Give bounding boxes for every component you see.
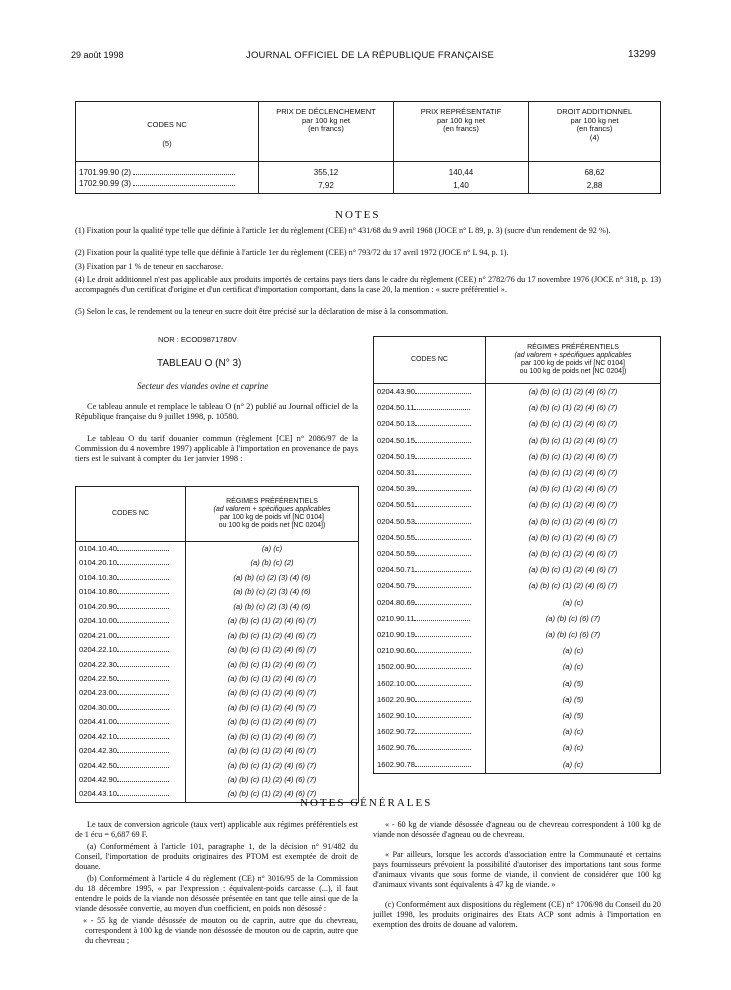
table-row	[76, 686, 359, 700]
table-row	[374, 708, 661, 724]
nc-code-cell	[76, 556, 186, 570]
price-header-droit-l2: par 100 kg net	[570, 115, 619, 125]
regimes-header-regimes	[486, 337, 661, 384]
nc-code: 0204.50.15	[377, 435, 416, 445]
nc-code-cell	[374, 595, 486, 611]
nc-code-cell	[76, 787, 186, 802]
regime-value: (a) (b) (c) (1) (2) (4) (6) (7)	[486, 400, 661, 416]
leader-dots	[117, 615, 169, 623]
nc-code: 0204.22.50	[79, 673, 118, 683]
price-droit: 2,88	[529, 178, 661, 194]
table-row	[374, 400, 661, 416]
price-code-cell	[76, 178, 259, 194]
regimes-header-l3: par 100 kg de poids vif [NC 0104]	[521, 360, 625, 367]
nc-code: 0104.10.80	[79, 587, 118, 597]
regime-value: (a) (b) (c) (1) (2) (4) (6) (7)	[186, 730, 359, 744]
nc-code: 0204.42.30	[79, 746, 118, 756]
regime-value: (a) (b) (c) (1) (2) (4) (6) (7)	[186, 658, 359, 672]
nc-code-cell	[374, 643, 486, 659]
nc-code-cell	[374, 497, 486, 513]
regimes-header-l1: RÉGIMES PRÉFÉRENTIELS	[226, 498, 318, 506]
nc-code: 0204.23.00	[79, 688, 118, 698]
regime-value: (a) (b) (c) (1) (2) (4) (6) (7)	[486, 433, 661, 449]
nc-code: 0210.90.19	[377, 630, 416, 640]
note-5: (5) Selon le cas, le rendement ou la teneur en sucre doit être précisé sur la déclaration de mise à la consommation.	[75, 307, 449, 316]
nc-code-cell	[76, 600, 186, 614]
nc-code-cell	[374, 708, 486, 724]
regime-value: (a) (b) (c) (1) (2) (4) (6) (7)	[486, 465, 661, 481]
table-row	[374, 757, 661, 774]
leader-dots	[414, 613, 470, 621]
ng-left-paragraph: « - 55 kg de viande désossée de mouton ou de caprin, autre que du chevreau, correspondent à 100 kg de viande non désossée de mouton ou de caprin, autre que du chevreau ;	[83, 916, 358, 945]
regime-value: (a) (b) (c) (1) (2) (4) (6) (7)	[186, 672, 359, 686]
price-table-header-droit	[529, 102, 661, 162]
table-row	[76, 701, 359, 715]
price-header-repr-l2: par 100 kg net	[437, 115, 485, 125]
note-2: (2) Fixation pour la qualité type telle que définie à l'article 1er du règlement (CEE) n° 793/72 du 17 avril 1972 (JOCE n° L 94, p. 1).	[75, 248, 509, 257]
nc-code-cell	[76, 585, 186, 599]
nc-code: 0210.90.11	[377, 613, 415, 623]
price-representatif: 140,44	[394, 162, 529, 179]
table-row	[76, 614, 359, 628]
table-row	[374, 627, 661, 643]
table-row	[76, 672, 359, 686]
leader-dots	[415, 645, 471, 653]
leader-dots	[117, 788, 169, 796]
leader-dots	[117, 601, 169, 609]
price-droit: 68,62	[529, 162, 661, 179]
regime-value: (a) (b) (c) (1) (2) (4) (6) (7)	[186, 744, 359, 758]
table-row	[374, 643, 661, 659]
nc-code: 1502.00.90	[377, 662, 416, 672]
nc-code-cell	[76, 542, 186, 557]
leader-dots	[117, 644, 169, 652]
leader-dots	[415, 678, 471, 686]
nc-code: 0204.50.39	[377, 484, 416, 494]
table-row	[76, 759, 359, 773]
nc-code-cell	[374, 433, 486, 449]
regime-value: (a) (b) (c) (1) (2) (4) (6) (7)	[186, 643, 359, 657]
leader-dots	[415, 564, 471, 572]
nc-code-cell	[374, 481, 486, 497]
note-4: (4) Le droit additionnel n'est pas applicable aux produits importés de certains pays tiers dans le cadre du règlement (CEE) n° 2782/76 du 17 novembre 1976 (JOCE n° 318, p. 13) accompagnés d'un certificat d'origine et d'un certificat d'importation comportant, dans la case 20, la mention : « sucre préférentiel ».	[75, 275, 661, 294]
leader-dots	[415, 694, 471, 702]
ng-left-paragraph: Le taux de conversion agricole (taux vert) applicable aux régimes préférentiels est de 1 écu = 6,687 69 F.	[75, 820, 358, 839]
nc-code-cell	[374, 514, 486, 530]
nc-code-cell	[76, 643, 186, 657]
leader-dots	[415, 759, 471, 767]
leader-dots	[415, 710, 471, 718]
nc-code-cell	[374, 611, 486, 627]
nc-code: 0204.50.79	[377, 581, 416, 591]
intro-paragraph-2: Le tableau O du tarif douanier commun (règlement [CE] n° 2086/97 de la Commission du 4 novembre 1997) applicable à l'importation en provenance de pays tiers est le suivant à compter du 1er janvier 1998 :	[75, 434, 358, 463]
regimes-header-codes: CODES NC	[374, 337, 486, 384]
leader-dots	[117, 745, 169, 753]
table-row	[374, 433, 661, 449]
regime-value: (a) (b) (c) (2) (3) (4) (6)	[186, 585, 359, 599]
regimes-header-codes: CODES NC	[76, 487, 186, 542]
nc-code-cell	[374, 724, 486, 740]
regime-value: (a) (5)	[486, 692, 661, 708]
regimes-header-l4: ou 100 kg de poids net [NC 0204])	[519, 367, 627, 375]
leader-dots	[117, 572, 169, 580]
leader-dots	[415, 661, 471, 669]
table-row	[374, 578, 661, 594]
leader-dots	[414, 402, 470, 410]
nc-code-cell	[374, 627, 486, 643]
leader-dots	[117, 543, 169, 551]
regime-value: (a) (b) (c) (1) (2) (4) (6) (7)	[486, 384, 661, 401]
table-row	[374, 384, 661, 401]
nc-code-cell	[76, 614, 186, 628]
header-page-number: 13299	[628, 49, 656, 60]
table-row	[76, 773, 359, 787]
regime-value: (a) (b) (c) (1) (2) (4) (6) (7)	[486, 449, 661, 465]
price-header-repr-l1: PRIX REPRÉSENTATIF	[420, 107, 502, 116]
nc-code: 0104.10.40	[79, 544, 118, 553]
table-row	[374, 595, 661, 611]
price-header-repr-l3: (en francs)	[443, 124, 479, 133]
regime-value: (a) (c)	[486, 595, 661, 611]
regimes-header-l3: par 100 kg de poids vif [NC 0104]	[220, 514, 324, 521]
nc-code: 0204.50.13	[377, 419, 416, 429]
leader-dots	[117, 731, 169, 739]
nc-code: 0204.22.10	[79, 645, 118, 655]
nc-code: 0204.50.59	[377, 549, 416, 559]
table-row	[374, 465, 661, 481]
price-code: 1702.90.99 (3)	[79, 179, 132, 188]
nc-code-cell	[374, 384, 486, 401]
regime-value: (a) (5)	[486, 676, 661, 692]
price-table	[75, 101, 661, 194]
leader-dots	[117, 673, 169, 681]
notes-generales-title: NOTES GÉNÉRALES	[300, 797, 433, 809]
price-code-cell	[76, 162, 259, 179]
notes-generales-left	[75, 820, 358, 948]
leader-dots	[117, 557, 169, 565]
regimes-header-l1: RÉGIMES PRÉFÉRENTIELS	[527, 344, 619, 352]
note-1: (1) Fixation pour la qualité type telle que définie à l'article 1er du règlement (CEE) n° 431/68 du 9 avril 1968 (JOCE n° L 89, p. 3) (sucre d'un rendement de 92 %).	[75, 226, 611, 235]
regime-value: (a) (b) (c) (6) (7)	[486, 611, 661, 627]
price-header-droit-l4: (4)	[589, 132, 600, 142]
nc-code: 0204.10.00	[79, 616, 118, 626]
nc-code-cell	[374, 578, 486, 594]
leader-dots	[117, 586, 169, 594]
table-row	[76, 730, 359, 744]
table-row	[374, 740, 661, 756]
ng-right-paragraph: « - 60 kg de viande désossée d'agneau ou de chevreau correspondent à 100 kg de viande non désossée d'agneau ou de chevreau.	[373, 820, 661, 839]
price-header-decl-l2: par 100 kg net	[302, 115, 350, 125]
regime-value: (a) (b) (c) (1) (2) (4) (6) (7)	[186, 614, 359, 628]
nc-code: 0204.80.69	[377, 597, 416, 607]
regime-value: (a) (c)	[486, 659, 661, 675]
regime-value: (a) (b) (c) (1) (2) (4) (6) (7)	[486, 514, 661, 530]
table-row	[76, 744, 359, 758]
intro-paragraph-1: Ce tableau annule et remplace le tableau O (n° 2) publié au Journal officiel de la République française du 9 juillet 1998, p. 10580.	[75, 402, 358, 421]
nc-code: 0204.21.00	[79, 630, 118, 640]
table-row	[374, 514, 661, 530]
nc-code: 1602.90.72	[377, 727, 416, 737]
nc-code-cell	[374, 740, 486, 756]
regimes-table-left	[75, 486, 359, 803]
ng-left-paragraph: (b) Conformément à l'article 4 du règlement (CE) n° 3016/95 de la Commission du 18 décembre 1995, « par l'expression : équivalent-poids carcasse (...), il faut entendre le poids de la viande non désossée présentée en tant que telle ainsi que de la viande désossée convertie, au moyen d'un coefficient, en poids non désossé :	[75, 874, 358, 913]
nc-code-cell	[374, 449, 486, 465]
leader-dots	[415, 499, 471, 507]
nc-code: 0204.50.55	[377, 532, 416, 542]
leader-dots	[415, 597, 471, 605]
table-row	[374, 497, 661, 513]
leader-dots	[415, 483, 471, 491]
note-3: (3) Fixation par 1 % de teneur en saccharose.	[75, 262, 223, 271]
nc-code: 0104.20.10	[79, 558, 118, 568]
nc-code: 1602.10.00	[377, 678, 416, 688]
nc-code: 0204.50.71	[377, 565, 416, 575]
ng-left-paragraph: (a) Conformément à l'article 101, paragraphe 1, de la décision n° 91/482 du Conseil, l'importation de produits originaires des PTOM est exemptée de droit de douane.	[75, 842, 358, 871]
leader-dots	[415, 548, 471, 556]
price-header-droit-l1: DROIT ADDITIONNEL	[556, 107, 633, 116]
nor-reference: NOR : ECOD9871780V	[158, 335, 237, 344]
regimes-table-right-body	[374, 384, 661, 774]
nc-code: 0104.10.30	[79, 572, 118, 582]
regimes-header-regimes	[186, 487, 359, 542]
nc-code-cell	[76, 658, 186, 672]
nc-code: 1602.90.10	[377, 711, 416, 721]
nc-code-cell	[374, 659, 486, 675]
regime-value: (a) (c)	[486, 740, 661, 756]
nc-code-cell	[76, 715, 186, 729]
nc-code: 0204.43.90	[377, 387, 416, 396]
regime-value: (a) (b) (c) (1) (2) (4) (6) (7)	[486, 497, 661, 513]
regime-value: (a) (b) (c) (1) (2) (4) (6) (7)	[186, 715, 359, 729]
price-header-decl-l1: PRIX DE DÉCLENCHEMENT	[276, 107, 376, 116]
regime-value: (a) (b) (c) (1) (2) (4) (6) (7)	[186, 629, 359, 643]
nc-code: 0204.42.90	[79, 775, 118, 784]
table-row	[76, 600, 359, 614]
leader-dots	[117, 760, 169, 768]
price-code: 1701.99.90 (2)	[79, 168, 132, 177]
leader-dots	[415, 580, 471, 588]
ng-right-paragraph: « Par ailleurs, lorsque les accords d'association entre la Communauté et certains pays fournisseurs prévoient la possibilité d'autoriser des importations tant sous forme d'animaux vivants que sous forme de viande, il convient de considérer que 100 kg d'animaux vivants sont équivalents à 47 kg de viande. »	[373, 850, 661, 889]
nc-code-cell	[76, 686, 186, 700]
table-row	[374, 724, 661, 740]
regime-value: (a) (c)	[486, 757, 661, 774]
regime-value: (a) (b) (c) (2) (3) (4) (6)	[186, 600, 359, 614]
header-journal-title: JOURNAL OFFICIEL DE LA RÉPUBLIQUE FRANÇAISE	[246, 50, 495, 61]
nc-code: 0204.42.10	[79, 731, 118, 741]
table-row	[76, 571, 359, 585]
nc-code: 0204.50.51	[377, 500, 416, 510]
table-row	[374, 692, 661, 708]
regimes-header-l4: ou 100 kg de poids net [NC 0204])	[218, 521, 326, 529]
leader-dots	[415, 386, 471, 394]
regime-value: (a) (5)	[486, 708, 661, 724]
nc-code-cell	[374, 416, 486, 432]
table-row	[374, 676, 661, 692]
table-row	[374, 546, 661, 562]
sector-subtitle: Secteur des viandes ovine et caprine	[137, 381, 269, 391]
nc-code-cell	[76, 730, 186, 744]
price-table-header-declenchement	[259, 102, 394, 162]
table-row	[374, 530, 661, 546]
nc-code: 0204.42.50	[79, 760, 118, 770]
nc-code-cell	[374, 546, 486, 562]
price-header-codes-label: CODES NC	[147, 120, 187, 129]
regimes-header-l2: (ad valorem + spécifiques applicables	[514, 352, 632, 360]
regime-value: (a) (b) (c) (1) (2) (4) (6) (7)	[486, 546, 661, 562]
nc-code: 0104.20.90	[79, 601, 118, 611]
price-declenchement: 355,12	[259, 162, 394, 179]
table-row	[76, 162, 661, 179]
leader-dots	[117, 774, 169, 782]
nc-code-cell	[76, 759, 186, 773]
price-representatif: 1,40	[394, 178, 529, 194]
header-date: 29 août 1998	[71, 50, 124, 60]
nc-code: 1602.20.90	[377, 694, 416, 704]
nc-code-cell	[374, 562, 486, 578]
nc-code-cell	[374, 400, 486, 416]
price-header-codes-note: (5)	[162, 138, 172, 148]
nc-code-cell	[76, 701, 186, 715]
regime-value: (a) (c)	[486, 724, 661, 740]
table-row	[76, 542, 359, 557]
table-row	[374, 449, 661, 465]
regime-value: (a) (b) (c) (1) (2) (4) (6) (7)	[186, 759, 359, 773]
leader-dots	[117, 659, 169, 667]
price-header-decl-l3: (en francs)	[308, 124, 344, 133]
leader-dots	[415, 726, 471, 734]
price-table-header-codes	[76, 102, 259, 162]
regime-value: (a) (b) (c) (1) (2) (4) (6) (7)	[486, 416, 661, 432]
table-row	[76, 556, 359, 570]
nc-code: 0204.30.00	[79, 702, 118, 712]
nc-code: 0204.50.31	[377, 468, 416, 478]
regime-value: (a) (b) (c) (2)	[186, 556, 359, 570]
nc-code-cell	[374, 465, 486, 481]
nc-code: 0204.41.00	[79, 717, 118, 727]
nc-code-cell	[374, 676, 486, 692]
leader-dots	[415, 435, 471, 443]
nc-code-cell	[374, 692, 486, 708]
leader-dots	[415, 467, 471, 475]
table-row	[76, 715, 359, 729]
nc-code-cell	[76, 773, 186, 787]
table-row	[374, 562, 661, 578]
regimes-header-l2: (ad valorem + spécifiques applicables	[213, 506, 331, 514]
ng-right-paragraph: (c) Conformément aux dispositions du règlement (CE) n° 1706/98 du Conseil du 20 juillet 1998, les produits originaires des Etats ACP sont admis à l'importation en exemption des droits de douane ad valorem.	[373, 900, 661, 929]
nc-code: 1602.90.76	[377, 743, 416, 753]
table-row	[76, 585, 359, 599]
table-row	[76, 178, 661, 194]
table-row	[76, 643, 359, 657]
nc-code: 0204.50.11	[377, 403, 415, 413]
leader-dots	[117, 687, 169, 695]
regimes-table-left-body	[76, 542, 359, 803]
regime-value: (a) (b) (c) (1) (2) (4) (6) (7)	[486, 481, 661, 497]
price-header-droit-l3: (en francs)	[576, 124, 613, 133]
notes-title: NOTES	[335, 209, 381, 221]
nc-code-cell	[374, 757, 486, 774]
tableau-title: TABLEAU O (N° 3)	[157, 358, 242, 369]
table-row	[76, 658, 359, 672]
leader-dots	[415, 532, 471, 540]
nc-code: 0204.50.53	[377, 516, 416, 526]
leader-dots	[117, 716, 169, 724]
leader-dots	[133, 167, 235, 175]
regime-value: (a) (b) (c) (1) (2) (4) (6) (7)	[186, 686, 359, 700]
price-declenchement: 7,92	[259, 178, 394, 194]
nc-code-cell	[76, 744, 186, 758]
leader-dots	[133, 178, 235, 186]
regime-value: (a) (b) (c) (1) (2) (4) (6) (7)	[486, 562, 661, 578]
leader-dots	[117, 702, 169, 710]
price-table-header-representatif	[394, 102, 529, 162]
table-row	[374, 416, 661, 432]
table-row	[374, 659, 661, 675]
table-row	[374, 611, 661, 627]
regime-value: (a) (c)	[186, 542, 359, 557]
regime-value: (a) (b) (c) (1) (2) (4) (6) (7)	[486, 578, 661, 594]
nc-code: 0204.43.10	[79, 789, 118, 799]
table-row	[374, 481, 661, 497]
nc-code: 0204.22.30	[79, 659, 118, 669]
regimes-table-right	[373, 336, 661, 774]
nc-code-cell	[76, 672, 186, 686]
regime-value: (a) (c)	[486, 643, 661, 659]
table-row	[76, 629, 359, 643]
leader-dots	[117, 630, 169, 638]
nc-code-cell	[76, 629, 186, 643]
nc-code: 0204.50.19	[377, 451, 416, 461]
regime-value: (a) (b) (c) (1) (2) (4) (6) (7)	[186, 787, 359, 802]
leader-dots	[415, 418, 471, 426]
notes-generales-right	[373, 820, 661, 932]
leader-dots	[415, 516, 471, 524]
nc-code: 0210.90.60	[377, 646, 416, 656]
nc-code-cell	[374, 530, 486, 546]
leader-dots	[415, 451, 471, 459]
regime-value: (a) (b) (c) (6) (7)	[486, 627, 661, 643]
regime-value: (a) (b) (c) (1) (2) (4) (5) (7)	[186, 701, 359, 715]
leader-dots	[415, 742, 471, 750]
leader-dots	[415, 629, 471, 637]
regime-value: (a) (b) (c) (2) (3) (4) (6)	[186, 571, 359, 585]
regime-value: (a) (b) (c) (1) (2) (4) (6) (7)	[486, 530, 661, 546]
nc-code-cell	[76, 571, 186, 585]
nc-code: 1602.90.78	[377, 759, 416, 769]
regime-value: (a) (b) (c) (1) (2) (4) (6) (7)	[186, 773, 359, 787]
